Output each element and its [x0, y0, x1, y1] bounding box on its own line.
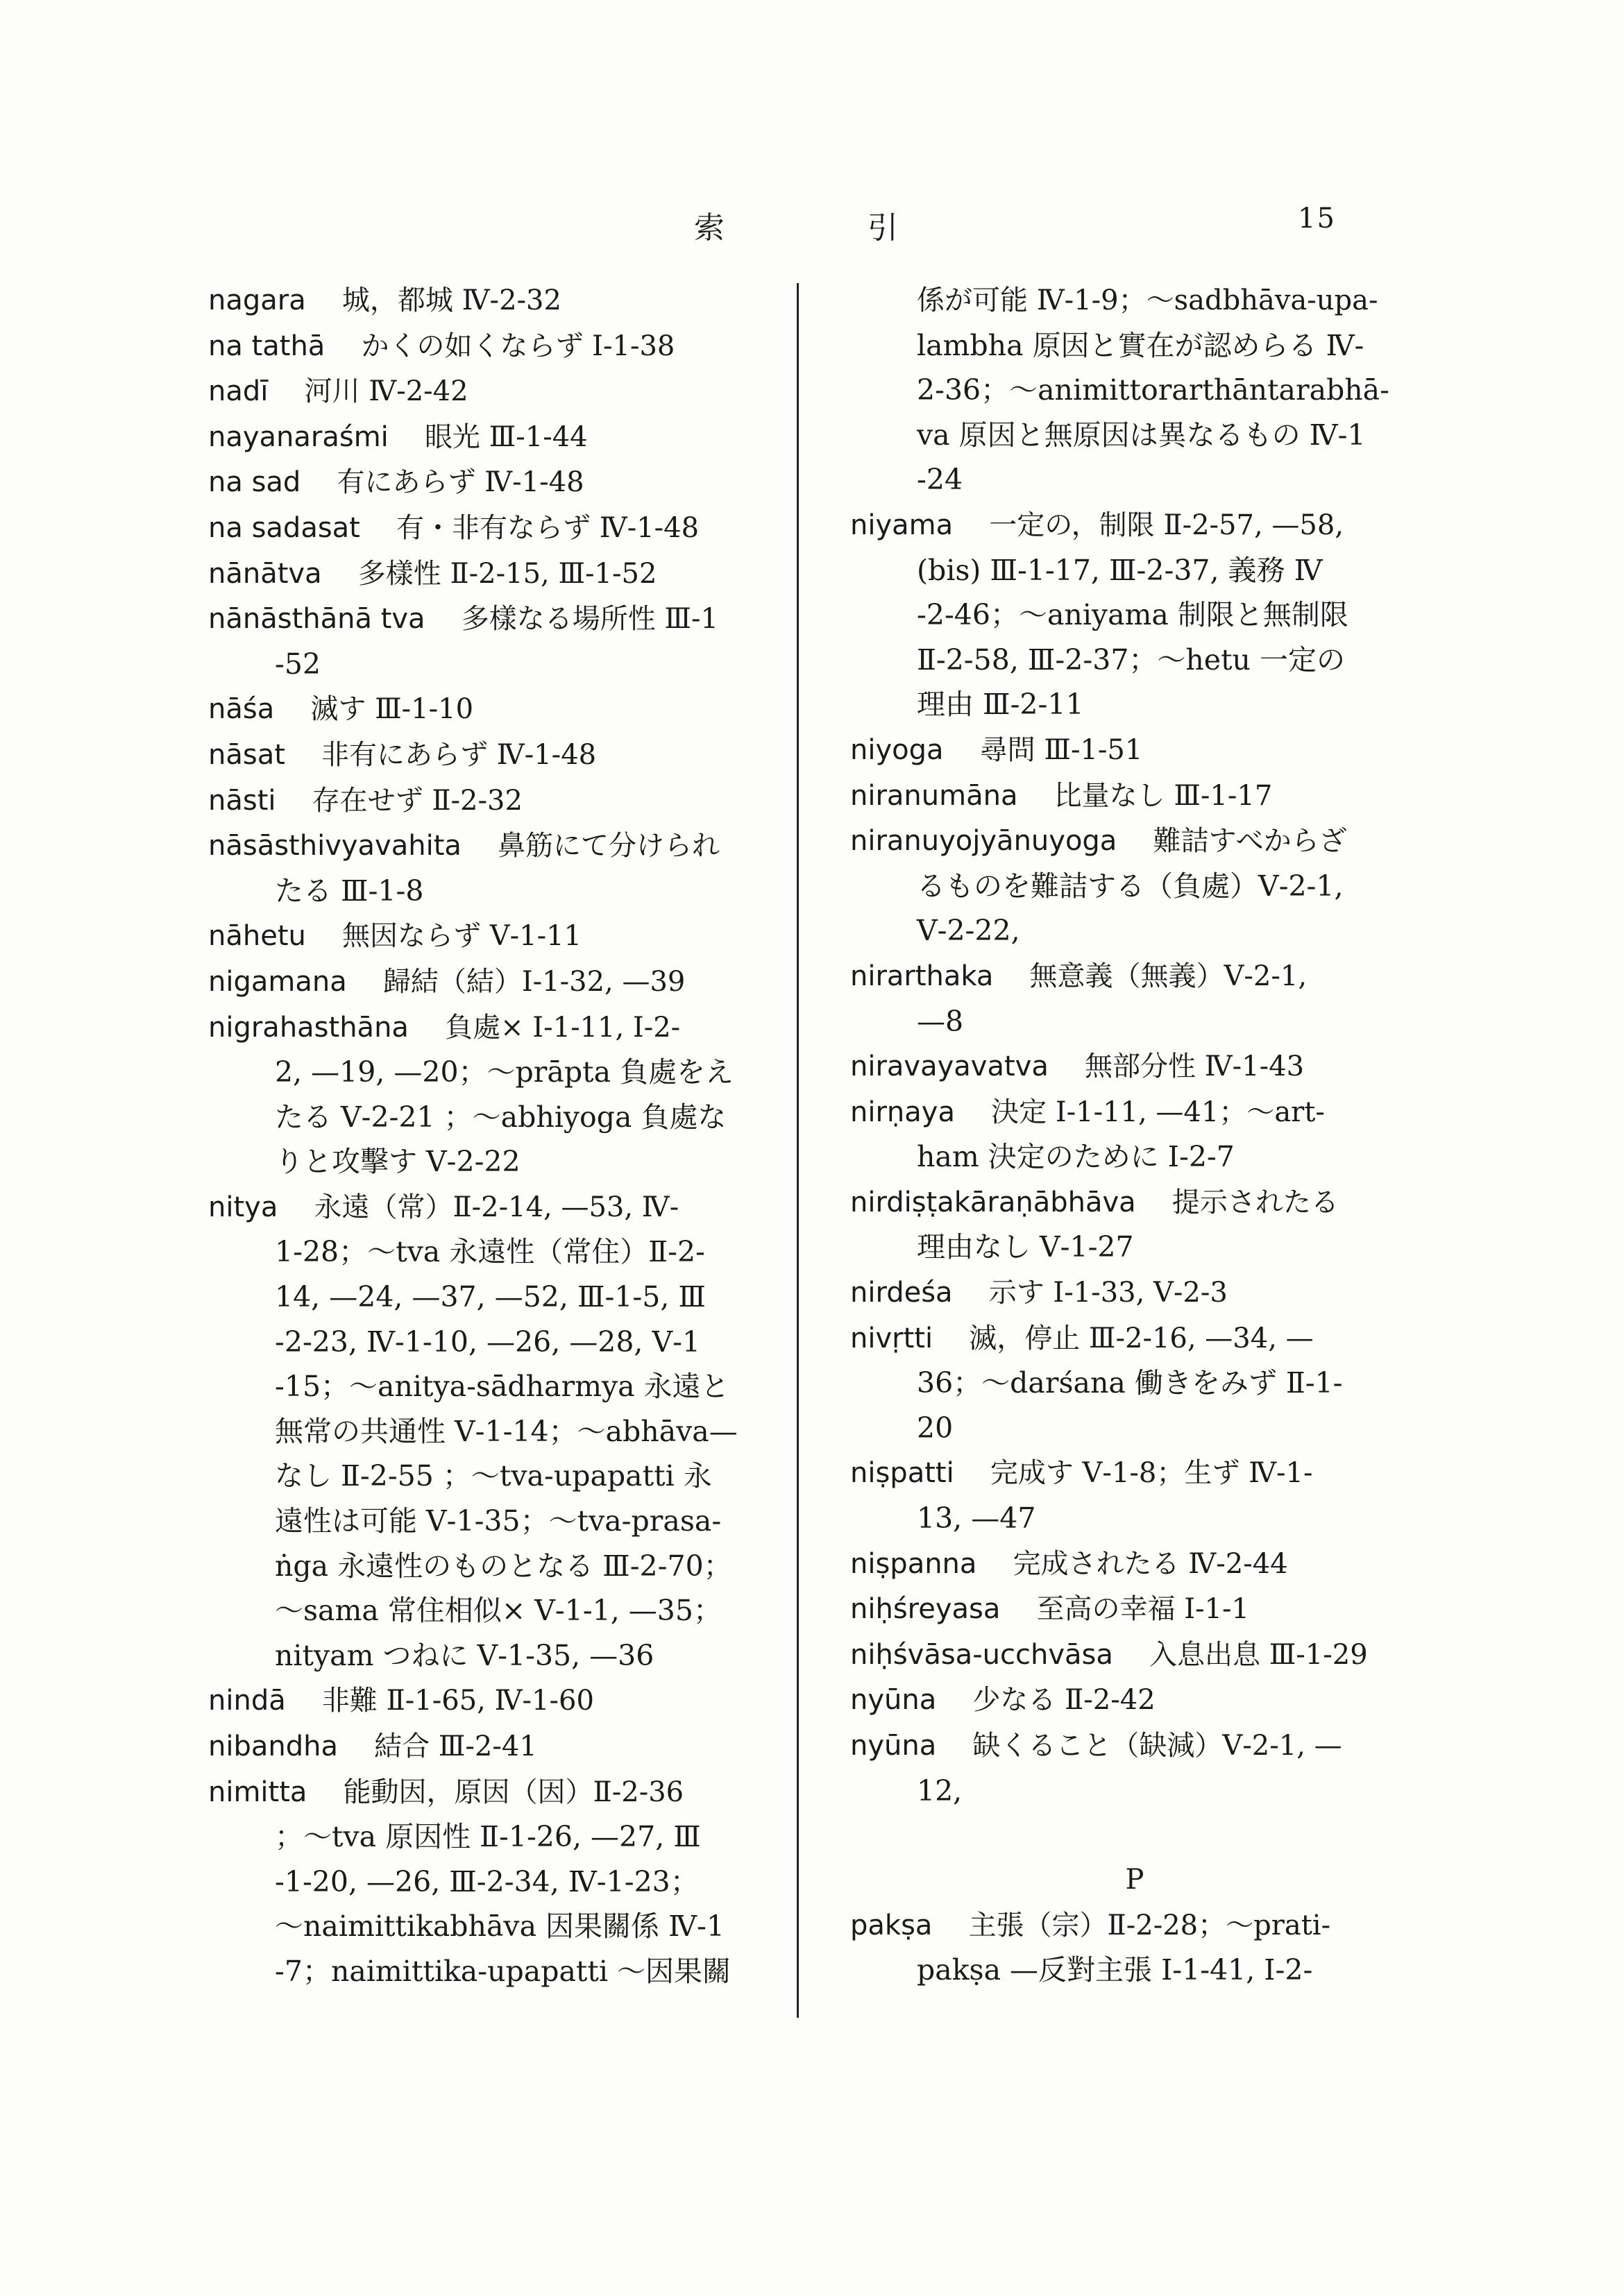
index-entry-line: [208, 686, 805, 732]
index-entry: [850, 818, 1419, 953]
index-gloss: 入息出息 Ⅲ-1-29: [1149, 1638, 1368, 1671]
index-entry: [850, 1586, 1419, 1632]
index-term: niṣpatti: [850, 1457, 954, 1490]
index-entry-continuation: るものを難詰する（負處）Ⅴ-2-1,: [917, 869, 1344, 903]
index-gloss: 完成されたる Ⅳ-2-44: [1013, 1547, 1288, 1580]
index-term: na tathā: [208, 330, 325, 362]
index-entry-line: [208, 778, 805, 824]
index-entry-line: [208, 1724, 805, 1769]
index-gloss: 有・非有ならず Ⅳ-1-48: [396, 511, 700, 544]
index-entry-line: [850, 1903, 1419, 1948]
index-entry-line: [208, 459, 805, 505]
index-term: nigamana: [208, 965, 347, 998]
index-entry: [850, 1450, 1419, 1540]
index-entry-continuation: -15；～anitya-sādharmya 永遠と: [275, 1370, 729, 1404]
index-gloss: 示す Ⅰ-1-33, Ⅴ-2-3: [988, 1277, 1228, 1309]
index-entry-continuation: -24: [917, 463, 963, 497]
index-entry-continuation: なし Ⅱ-2-55 ；～tva-upapatti 永: [275, 1459, 712, 1493]
index-entry: [208, 686, 805, 732]
index-entry: [208, 278, 805, 323]
index-entry-continuation: —8: [917, 1004, 964, 1038]
index-entry-continuation: 無常の共通性 Ⅴ-1-14；～abhāva—: [275, 1414, 738, 1448]
index-entry-continuation: 理由 Ⅲ-2-11: [917, 688, 1084, 722]
index-entry-continuation: 14, —24, —37, —52, Ⅲ-1-5, Ⅲ: [275, 1280, 706, 1314]
index-entry: [208, 1184, 805, 1678]
index-gloss: かくの如くならず Ⅰ-1-38: [361, 330, 675, 362]
index-entry-line: [850, 1180, 1419, 1225]
index-entry-line: [850, 1270, 1419, 1316]
index-term: nibandha: [208, 1730, 338, 1762]
index-entry: [208, 596, 805, 686]
index-term: niḥśvāsa-ucchvāsa: [850, 1638, 1113, 1671]
index-entry-line: [850, 773, 1419, 819]
index-entry-line: [208, 1184, 805, 1230]
index-term: niravayavatva: [850, 1051, 1049, 1083]
index-entry-continuation: -7；naimittika-upapatti ～因果關: [275, 1954, 731, 1988]
index-gloss: 能動因，原因（因）Ⅱ-2-36: [343, 1776, 684, 1808]
index-entry-line: [208, 414, 805, 460]
index-term: nigrahasthāna: [208, 1011, 409, 1044]
index-gloss: 一定の，制限 Ⅱ-2-57, —58,: [989, 509, 1344, 541]
index-entry: [208, 1678, 805, 1724]
index-entry: [850, 1723, 1419, 1813]
index-entry-line: [208, 959, 805, 1005]
index-gloss: 無因ならず Ⅴ-1-11: [342, 920, 582, 953]
index-entry-continuation: ～sama 常住相似× Ⅴ-1-1, —35；: [275, 1594, 722, 1628]
index-entry-continuation: lambha 原因と實在が認めらる Ⅳ-: [917, 328, 1364, 362]
index-entry-continuation: 2-36；～animittorarthāntarabhā-: [917, 373, 1389, 407]
index-entry: [850, 1180, 1419, 1270]
index-term: nirarthaka: [850, 960, 994, 992]
index-gloss: 尋問 Ⅲ-1-51: [979, 733, 1143, 766]
index-term: nāśa: [208, 693, 275, 726]
section-letter: P: [1125, 1864, 1144, 1896]
index-gloss: 少なる Ⅱ-2-42: [972, 1684, 1156, 1717]
index-entry-line: [208, 1769, 805, 1815]
index-entry: [850, 773, 1419, 819]
index-term: nyūna: [850, 1684, 937, 1717]
index-entry-continuation: (bis) Ⅲ-1-17, Ⅲ-2-37, 義務 Ⅳ: [917, 553, 1323, 587]
index-term: nirdeśa: [850, 1277, 953, 1309]
index-entry: [208, 414, 805, 460]
index-gloss: 永遠（常）Ⅱ-2-14, —53, Ⅳ-: [314, 1191, 679, 1223]
index-gloss: 歸結（結）Ⅰ-1-32, —39: [382, 965, 686, 998]
index-entry-line: [850, 1044, 1419, 1089]
index-entry: [208, 778, 805, 824]
index-entry: [208, 913, 805, 959]
index-entry: [850, 1270, 1419, 1316]
index-entry-continuation: りと攻擊す Ⅴ-2-22: [275, 1145, 521, 1179]
index-entry-continuation: 12,: [917, 1774, 963, 1808]
index-entry: [208, 505, 805, 551]
index-entry-line: [850, 1677, 1419, 1723]
index-entry: [850, 1044, 1419, 1089]
index-term: na sadasat: [208, 511, 360, 544]
index-term: nirdiṣṭakāraṇābhāva: [850, 1186, 1136, 1218]
page-number: 15: [1298, 203, 1336, 235]
index-entry: [208, 323, 805, 369]
index-term: nānāsthānā tva: [208, 603, 425, 636]
index-term: nāsti: [208, 784, 276, 817]
index-gloss: 鼻筋にて分けられ: [498, 830, 720, 862]
index-gloss: 多樣性 Ⅱ-2-15, Ⅲ-1-52: [357, 557, 657, 590]
index-entry-line: [208, 913, 805, 959]
header-left-char: 索: [694, 210, 726, 246]
index-entry-line: [850, 1450, 1419, 1496]
index-entry-continuation: -2-46；～aniyama 制限と無制限: [917, 598, 1348, 632]
index-entry-line: [850, 1089, 1419, 1135]
index-entry-continuation: ham 決定のために Ⅰ-2-7: [917, 1140, 1235, 1174]
index-term: nāsāsthivyavahita: [208, 830, 462, 862]
index-entry: [850, 1632, 1419, 1678]
index-entry-continuation: ～naimittikabhāva 因果關係 Ⅳ-1: [275, 1910, 725, 1944]
index-term: nyūna: [850, 1730, 937, 1762]
index-term: nāhetu: [208, 920, 306, 953]
index-entry-continuation: ；～tva 原因性 Ⅱ-1-26, —27, Ⅲ: [275, 1820, 701, 1854]
index-entry: [850, 502, 1419, 727]
index-entry: [208, 459, 805, 505]
index-term: nānātva: [208, 557, 322, 590]
index-gloss: 提示されたる: [1172, 1186, 1339, 1218]
header-right-char: 引: [868, 210, 899, 246]
index-entry: [850, 1089, 1419, 1180]
index-term: nāsat: [208, 738, 285, 771]
index-entry-line: [850, 502, 1419, 548]
index-gloss: 難詰すべからざ: [1153, 825, 1347, 858]
index-entry-line: [850, 818, 1419, 864]
index-entry: [208, 1724, 805, 1769]
index-gloss: 多樣なる場所性 Ⅲ-1: [461, 603, 718, 636]
index-entry-line: [850, 278, 1419, 323]
index-gloss: 缺くること（缺減）Ⅴ-2-1, —: [972, 1730, 1342, 1762]
index-gloss: 無部分性 Ⅳ-1-43: [1084, 1051, 1305, 1083]
index-entry-line: [850, 1723, 1419, 1769]
index-entry-line: [208, 323, 805, 369]
index-entry-continuation: 理由なし Ⅴ-1-27: [917, 1230, 1134, 1264]
index-entry-line: [850, 1316, 1419, 1361]
index-entry-line: [208, 1005, 805, 1051]
index-entry-line: [208, 278, 805, 323]
index-gloss: 有にあらず Ⅳ-1-48: [337, 466, 584, 499]
index-column-right: [850, 278, 1419, 1993]
index-entry: [208, 1005, 805, 1184]
index-entry: [850, 1316, 1419, 1451]
index-entry-line: [208, 368, 805, 414]
index-gloss: 眼光 Ⅲ-1-44: [424, 420, 588, 453]
index-gloss: 完成す Ⅴ-1-8；生ず Ⅳ-1-: [990, 1457, 1313, 1490]
index-term: niyoga: [850, 733, 944, 766]
index-entry-continuation: Ⅴ-2-22,: [917, 914, 1020, 948]
index-gloss: 主張（宗）Ⅱ-2-28；～prati-: [968, 1909, 1331, 1941]
index-term: nagara: [208, 284, 306, 316]
index-entry-continuation: -1-20, —26, Ⅲ-2-34, Ⅳ-1-23；: [275, 1864, 699, 1898]
index-term: nimitta: [208, 1776, 307, 1808]
index-entry: [850, 278, 1419, 502]
index-gloss: 比量なし Ⅲ-1-17: [1054, 779, 1273, 812]
index-entry-continuation: pakṣa —反對主張 Ⅰ-1-41, Ⅰ-2-: [917, 1953, 1313, 1987]
index-gloss: 負處× Ⅰ-1-11, Ⅰ-2-: [445, 1011, 681, 1044]
index-gloss: 係が可能 Ⅳ-1-9；～sadbhāva-upa-: [917, 284, 1378, 316]
index-term: na sad: [208, 466, 301, 499]
index-entry-continuation: たる Ⅴ-2-21 ；～abhiyoga 負處な: [275, 1100, 727, 1134]
index-term: nitya: [208, 1191, 278, 1223]
index-term: niṣpanna: [850, 1547, 977, 1580]
index-entry-continuation: nityam つねに Ⅴ-1-35, —36: [275, 1638, 654, 1672]
index-gloss: 城，都城 Ⅳ-2-32: [341, 284, 561, 316]
index-entry-line: [850, 1586, 1419, 1632]
index-entry-line: [208, 505, 805, 551]
page-header: [0, 203, 1624, 258]
index-entry-line: [850, 953, 1419, 999]
index-entry: [208, 959, 805, 1005]
index-entry: [850, 1677, 1419, 1723]
index-entry-continuation: 13, —47: [917, 1502, 1036, 1536]
index-entry: [850, 953, 1419, 1044]
index-entry-continuation: たる Ⅲ-1-8: [275, 874, 424, 908]
index-entry: [208, 823, 805, 913]
index-gloss: 至高の幸福 Ⅰ-1-1: [1036, 1593, 1249, 1626]
index-entry: [208, 1769, 805, 1994]
index-entry-line: [208, 1678, 805, 1724]
index-term: niranumāna: [850, 779, 1018, 812]
index-entry: [850, 1903, 1419, 1993]
index-entry-continuation: 1-28；～tva 永遠性（常住）Ⅱ-2-: [275, 1235, 705, 1269]
index-term: nivṛtti: [850, 1322, 933, 1354]
index-entry-line: [208, 596, 805, 642]
index-term: pakṣa: [850, 1909, 933, 1941]
index-gloss: 結合 Ⅲ-2-41: [374, 1730, 537, 1762]
index-entry-continuation: ṅga 永遠性のものとなる Ⅲ-2-70；: [275, 1549, 732, 1583]
index-entry-continuation: va 原因と無原因は異なるもの Ⅳ-1: [917, 418, 1366, 452]
index-gloss: 非有にあらず Ⅳ-1-48: [321, 738, 597, 771]
index-gloss: 存在せず Ⅱ-2-32: [312, 784, 523, 817]
index-entry: [208, 732, 805, 778]
index-term: niranuyojyānuyoga: [850, 825, 1117, 858]
index-entry-line: [850, 1541, 1419, 1587]
index-column-left: [208, 278, 805, 1994]
index-entry: [850, 1541, 1419, 1587]
index-gloss: 非難 Ⅱ-1-65, Ⅳ-1-60: [321, 1685, 594, 1717]
index-entry-line: [850, 1632, 1419, 1678]
index-entry-continuation: Ⅱ-2-58, Ⅲ-2-37；～hetu 一定の: [917, 643, 1345, 677]
index-entry-continuation: 36；～darśana 働きをみず Ⅱ-1-: [917, 1366, 1343, 1400]
index-term: nayanaraśmi: [208, 420, 389, 453]
index-entry-continuation: 20: [917, 1411, 954, 1445]
index-entry-line: [208, 823, 805, 869]
index-entry: [208, 368, 805, 414]
index-term: nirṇaya: [850, 1096, 955, 1128]
index-entry: [850, 727, 1419, 773]
index-entry-line: [850, 727, 1419, 773]
index-entry-continuation: -2-23, Ⅳ-1-10, —26, —28, Ⅴ-1: [275, 1325, 701, 1359]
index-gloss: 滅す Ⅲ-1-10: [310, 693, 474, 726]
index-gloss: 滅，停止 Ⅲ-2-16, —34, —: [969, 1322, 1314, 1354]
index-entry-continuation: 遠性は可能 Ⅴ-1-35；～tva-prasa-: [275, 1504, 722, 1538]
index-gloss: 河川 Ⅳ-2-42: [304, 375, 468, 408]
index-entry-continuation: -52: [275, 647, 321, 681]
index-entry-line: [208, 732, 805, 778]
index-term: niḥśreyasa: [850, 1593, 1001, 1626]
index-term: nadī: [208, 375, 269, 408]
index-term: niyama: [850, 509, 954, 541]
index-entry: [208, 551, 805, 597]
index-entry-line: [208, 551, 805, 597]
index-term: nindā: [208, 1685, 286, 1717]
index-entry-continuation: 2, —19, —20；～prāpta 負處をえ: [275, 1055, 734, 1089]
index-gloss: 無意義（無義）Ⅴ-2-1,: [1029, 960, 1308, 992]
index-gloss: 決定 Ⅰ-1-11, —41；～art-: [991, 1096, 1325, 1128]
